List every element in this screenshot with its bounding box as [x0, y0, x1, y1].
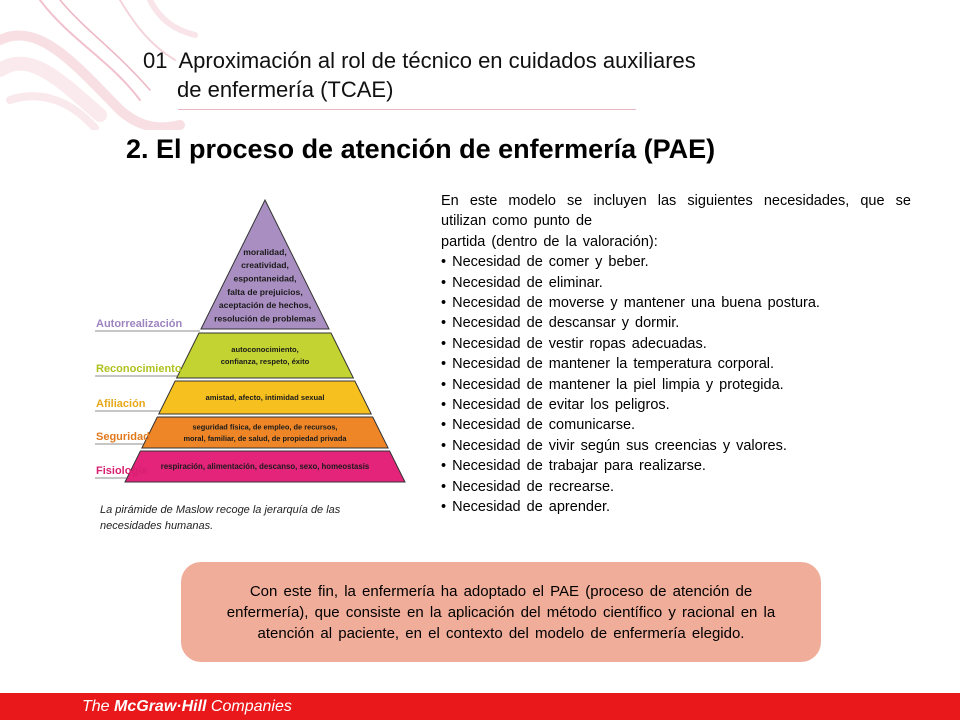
pyramid-level-text: seguridad física, de empleo, de recursos, [192, 422, 338, 432]
needs-list [441, 252, 911, 517]
need-item: • Necesidad de eliminar. [441, 274, 603, 291]
title-divider [178, 109, 636, 110]
chapter-title-line2: de enfermería (TCAE) [177, 77, 394, 102]
pyramid-level-text: autoconocimiento, [231, 345, 299, 355]
chapter-title-line1: 01 Aproximación al rol de técnico en cuidados auxiliares [143, 48, 696, 73]
pyramid-caption: La pirámide de Maslow recoge la jerarquía de las necesidades humanas. [100, 504, 341, 532]
section-title: 2. El proceso de atención de enfermería (PAE) [126, 134, 716, 164]
need-item: • Necesidad de trabajar para realizarse. [441, 458, 706, 475]
maslow-pyramid [90, 195, 420, 485]
logo-brand: McGraw·Hill [114, 698, 207, 715]
pyramid-level-label: Autorrealización [96, 318, 183, 330]
pyramid-level-text: creatividad, [241, 260, 289, 271]
needs-list-panel [441, 191, 911, 518]
need-item: • Necesidad de comer y beber. [441, 254, 649, 271]
pae-callout-text: Con este fin, la enfermería ha adoptado el PAE (proceso de atención de enfermería), que consiste en la aplicación del método científico y racional en la atención al paciente, en el contexto del modelo de enfermería elegido. [226, 582, 776, 642]
pyramid-level-text: respiración, alimentación, descanso, sexo, homeostasis [160, 462, 370, 472]
need-item: • Necesidad de comunicarse. [441, 417, 636, 434]
need-item: • Necesidad de vivir según sus creencias y valores. [441, 437, 787, 454]
pyramid-level-text: aceptación de hechos, [218, 300, 312, 311]
need-item: • Necesidad de evitar los peligros. [441, 397, 670, 414]
pyramid-level-text: resolución de problemas [214, 313, 316, 324]
chapter-title [143, 46, 843, 104]
pyramid-level-text: confianza, respeto, éxito [220, 357, 310, 367]
pyramid-level-label: Seguridad [96, 431, 150, 443]
need-item: • Necesidad de mantener la temperatura corporal. [441, 356, 775, 373]
pyramid-level [177, 333, 354, 378]
pyramid-level-text: moral, familiar, de salud, de propiedad privada [183, 433, 347, 443]
pyramid-level-text: amistad, afecto, intimidad sexual [205, 393, 325, 403]
logo-suffix: Companies [206, 698, 292, 715]
need-item: • Necesidad de vestir ropas adecuadas. [441, 335, 707, 352]
pyramid-level-label: Fisiología [96, 465, 148, 477]
needs-intro-line2: partida (dentro de la valoración): [441, 233, 658, 250]
needs-intro-line1: En este modelo se incluyen las siguientes necesidades, que se utilizan como punto de [441, 193, 911, 230]
pyramid-level-label: Afiliación [96, 398, 146, 410]
need-item: • Necesidad de recrearse. [441, 478, 615, 495]
pae-callout [181, 562, 821, 662]
logo-prefix: The [82, 698, 115, 715]
need-item: • Necesidad de aprender. [441, 499, 611, 516]
footer-bar [0, 693, 960, 720]
publisher-logo [82, 698, 292, 716]
need-item: • Necesidad de moverse y mantener una buena postura. [441, 295, 820, 312]
need-item: • Necesidad de descansar y dormir. [441, 315, 680, 332]
pyramid-level-text: falta de prejuicios, [227, 286, 303, 297]
pyramid-level-label: Reconocimiento [96, 363, 182, 375]
pyramid-level-text: espontaneidad, [233, 273, 297, 284]
need-item: • Necesidad de mantener la piel limpia y protegida. [441, 376, 784, 393]
pyramid-level-text: moralidad, [243, 246, 287, 257]
